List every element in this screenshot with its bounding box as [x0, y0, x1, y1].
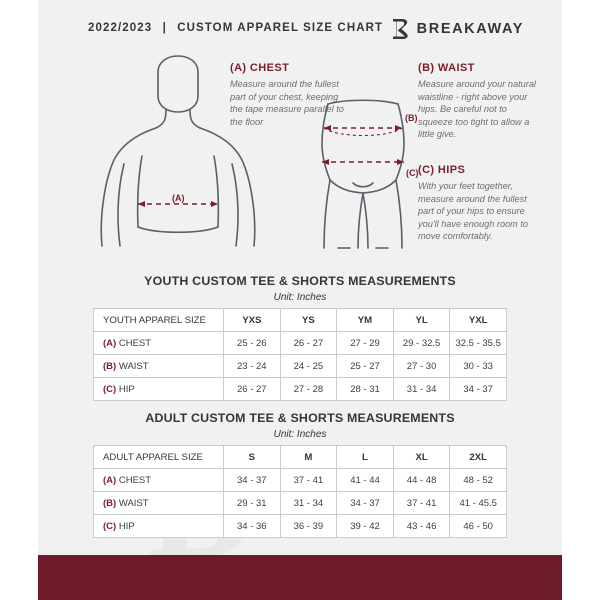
adult-r2-c1: 34 - 36 [224, 515, 281, 538]
youth-r0-c2: 26 - 27 [280, 332, 337, 355]
adult-r0-c3: 41 - 44 [337, 469, 394, 492]
youth-row-1-head [94, 355, 224, 378]
adult-col-4: XL [393, 446, 450, 469]
adult-size-table [93, 445, 507, 538]
adult-r1-c1: 29 - 31 [224, 492, 281, 515]
adult-r2-c3: 39 - 42 [337, 515, 394, 538]
guide-waist-text: Measure around your natural waistline - right above your hips. Be careful not to squeeze too tight to allow a little give. [418, 79, 536, 140]
adult-row-2-name: HIP [118, 520, 135, 532]
adult-row-2-label: (C) [103, 520, 117, 532]
youth-row-0-head [94, 332, 224, 355]
guide-waist [418, 62, 536, 140]
guide-hips-title: (C) HIPS [418, 164, 466, 176]
b-monogram-icon [390, 18, 410, 40]
youth-row-2-label: (C) [103, 383, 117, 395]
youth-r2-c5: 34 - 37 [450, 378, 507, 401]
youth-r0-c4: 29 - 32.5 [393, 332, 450, 355]
adult-row-1-head [94, 492, 224, 515]
table-row [94, 332, 507, 355]
adult-col-3: L [337, 446, 394, 469]
adult-col-1: S [224, 446, 281, 469]
youth-col-4: YL [393, 309, 450, 332]
guide-waist-title: (B) WAIST [418, 62, 475, 74]
guide-hips-text: With your feet together, measure around the fullest part of your hips to ensure you'll have enough room to move comfortably. [418, 181, 529, 242]
adult-row-0-label: (A) [103, 474, 117, 486]
adult-row-1-name: WAIST [118, 497, 149, 509]
adult-r2-c4: 43 - 46 [393, 515, 450, 538]
youth-r2-c3: 28 - 31 [337, 378, 394, 401]
youth-row-0-name: CHEST [118, 337, 152, 349]
adult-r1-c3: 34 - 37 [337, 492, 394, 515]
hip-measure-line [322, 159, 404, 165]
youth-r2-c2: 27 - 28 [280, 378, 337, 401]
youth-section-subtitle: Unit: Inches [273, 292, 327, 303]
header-doc-title: CUSTOM APPAREL SIZE CHART [177, 22, 384, 34]
adult-row-0-name: CHEST [118, 474, 152, 486]
youth-r2-c1: 26 - 27 [224, 378, 281, 401]
youth-row-2-head [94, 378, 224, 401]
youth-row-2-name: HIP [118, 383, 135, 395]
youth-row-1-name: WAIST [118, 360, 149, 372]
youth-col-0: YOUTH APPAREL SIZE [94, 309, 224, 332]
adult-r0-c5: 48 - 52 [450, 469, 507, 492]
adult-r2-c5: 46 - 50 [450, 515, 507, 538]
adult-r0-c4: 44 - 48 [393, 469, 450, 492]
guide-hips [418, 164, 536, 242]
header-title-line [88, 22, 383, 34]
youth-size-table [93, 308, 507, 401]
youth-r0-c5: 32.5 - 35.5 [450, 332, 507, 355]
youth-row-0-label: (A) [103, 337, 117, 349]
adult-col-5: 2XL [450, 446, 507, 469]
adult-section-subtitle: Unit: Inches [273, 429, 327, 440]
table-row [94, 355, 507, 378]
adult-row-1-label: (B) [103, 497, 117, 509]
youth-r1-c3: 25 - 27 [337, 355, 394, 378]
youth-col-2: YS [280, 309, 337, 332]
table-header-row [94, 309, 507, 332]
adult-row-0-head [94, 469, 224, 492]
table-row [94, 469, 507, 492]
adult-col-0: ADULT APPAREL SIZE [94, 446, 224, 469]
youth-section-title: YOUTH CUSTOM TEE & SHORTS MEASUREMENTS [144, 274, 456, 288]
youth-col-5: YXL [450, 309, 507, 332]
guide-chest-text: Measure around the fullest part of your chest, keeping the tape measure parallel to the floor [230, 79, 344, 127]
brand-name: BREAKAWAY [416, 21, 524, 37]
header-separator: | [162, 22, 167, 34]
marker-waist: (B) [405, 113, 418, 123]
adult-r1-c4: 37 - 41 [393, 492, 450, 515]
youth-col-1: YXS [224, 309, 281, 332]
size-chart-sheet [38, 0, 562, 600]
adult-r0-c2: 37 - 41 [280, 469, 337, 492]
adult-r0-c1: 34 - 37 [224, 469, 281, 492]
marker-chest: (A) [169, 193, 188, 203]
youth-r0-c1: 25 - 26 [224, 332, 281, 355]
adult-col-2: M [280, 446, 337, 469]
adult-section-title: ADULT CUSTOM TEE & SHORTS MEASUREMENTS [145, 411, 455, 425]
youth-r0-c3: 27 - 29 [337, 332, 394, 355]
table-row [94, 378, 507, 401]
footer-bar [38, 555, 562, 600]
youth-r1-c4: 27 - 30 [393, 355, 450, 378]
guide-chest-title: (A) CHEST [230, 62, 290, 74]
adult-row-2-head [94, 515, 224, 538]
youth-r2-c4: 31 - 34 [393, 378, 450, 401]
adult-r1-c5: 41 - 45.5 [450, 492, 507, 515]
header-year: 2022/2023 [88, 22, 153, 34]
marker-hips: (C) [406, 168, 419, 178]
adult-r2-c2: 36 - 39 [280, 515, 337, 538]
adult-r1-c2: 31 - 34 [280, 492, 337, 515]
measurement-diagram [38, 52, 562, 267]
youth-r1-c2: 24 - 25 [280, 355, 337, 378]
youth-r1-c5: 30 - 33 [450, 355, 507, 378]
youth-row-1-label: (B) [103, 360, 117, 372]
table-header-row [94, 446, 507, 469]
youth-col-3: YM [337, 309, 394, 332]
document-header [38, 0, 562, 52]
table-row [94, 492, 507, 515]
guide-chest [230, 62, 345, 128]
youth-r1-c1: 23 - 24 [224, 355, 281, 378]
brand-lockup [390, 18, 524, 40]
table-row [94, 515, 507, 538]
